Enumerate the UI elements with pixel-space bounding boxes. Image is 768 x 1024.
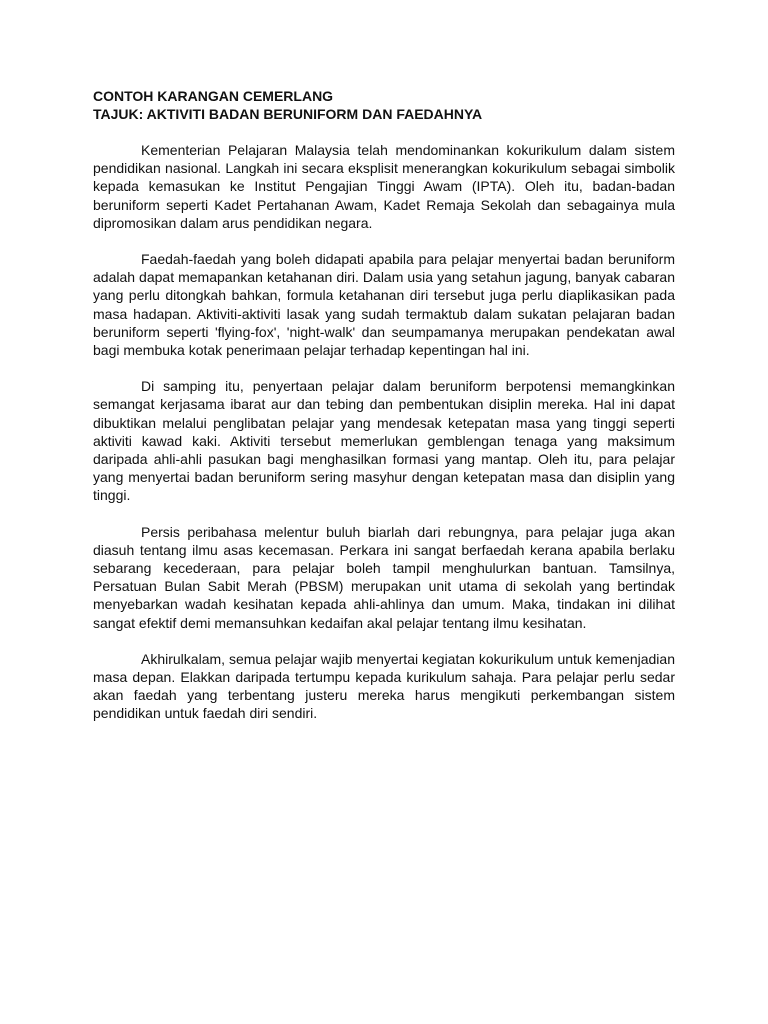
paragraph-conclusion: Akhirulkalam, semua pelajar wajib menyertai kegiatan kokurikulum untuk kemenjadian masa depan. Elakkan daripada tertumpu kepada kurikulum sahaja. Para pelajar perlu sedar akan faedah yang terbentang justeru mereka harus mengikuti perkembangan sistem pendidikan untuk faedah diri sendiri. <box>93 650 675 722</box>
essay-title: TAJUK: AKTIVITI BADAN BERUNIFORM DAN FAEDAHNYA <box>93 106 483 122</box>
title-block <box>93 87 675 123</box>
paragraph-point-three: Persis peribahasa melentur buluh biarlah dari rebungnya, para pelajar juga akan diasuh tentang ilmu asas kecemasan. Perkara ini sangat berfaedah kerana apabila berlaku sebarang kecederaan, para pelajar boleh tampil menghulurkan bantuan. Tamsilnya, Persatuan Bulan Sabit Merah (PBSM) merupakan unit utama di sekolah yang bertindak menyebarkan wadah kesihatan kepada ahli-ahlinya dan umum. Maka, tindakan ini dilihat sangat efektif demi memansuhkan kedaifan akal pelajar tentang ilmu kesihatan. <box>93 523 675 631</box>
document-page <box>93 87 675 741</box>
document-heading: CONTOH KARANGAN CEMERLANG <box>93 88 334 104</box>
paragraph-point-one: Faedah-faedah yang boleh didapati apabila para pelajar menyertai badan beruniform adalah dapat memapankan ketahanan diri. Dalam usia yang setahun jagung, banyak cabaran yang perlu ditongkah bahkan, formula ketahanan diri tersebut juga perlu diaplikasikan pada masa hadapan. Aktiviti-aktiviti lasak yang sudah termaktub dalam sukatan pelajaran badan beruniform seperti 'flying-fox', 'night-walk' dan seumpamanya merupakan pendekatan awal bagi membuka kotak penerimaan pelajar terhadap kepentingan hal ini. <box>93 251 675 359</box>
paragraph-point-two: Di samping itu, penyertaan pelajar dalam beruniform berpotensi memangkinkan semangat kerjasama ibarat aur dan tebing dan pembentukan disiplin mereka. Hal ini dapat dibuktikan melalui penglibatan pelajar yang mendesak ketepatan masa yang tinggi seperti aktiviti kawad kaki. Aktiviti tersebut memerlukan gemblengan tenaga yang maksimum daripada ahli-ahli pasukan bagi menghasilkan formasi yang mantap. Oleh itu, para pelajar yang menyertai badan beruniform sering masyhur dengan ketepatan masa dan disiplin yang tinggi. <box>93 378 675 504</box>
paragraph-introduction: Kementerian Pelajaran Malaysia telah mendominankan kokurikulum dalam sistem pendidikan nasional. Langkah ini secara eksplisit menerangkan kokurikulum sebagai simbolik kepada kemasukan ke Institut Pengajian Tinggi Awam (IPTA). Oleh itu, badan-badan beruniform seperti Kadet Pertahanan Awam, Kadet Remaja Sekolah dan sebagainya mula dipromosikan dalam arus pendidikan negara. <box>93 142 675 231</box>
